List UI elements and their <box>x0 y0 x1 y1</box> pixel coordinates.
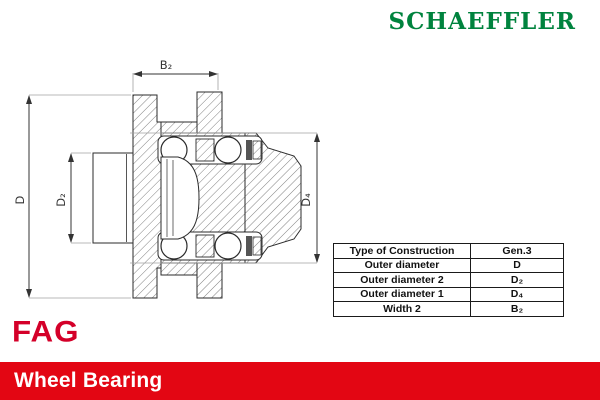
spec-label-cell: Type of Construction <box>334 244 471 259</box>
bearing-cage-bottom <box>196 235 214 257</box>
spec-row <box>334 287 564 302</box>
dim-label-d4: D₄ <box>299 193 313 207</box>
spec-value-cell: B₂ <box>471 302 564 317</box>
wheel-stud-top <box>197 92 222 133</box>
spec-label-cell: Outer diameter <box>334 258 471 273</box>
wheel-pilot <box>93 153 133 243</box>
spec-value-cell: Gen.3 <box>471 244 564 259</box>
dim-label-b2: B₂ <box>159 58 173 72</box>
fag-logo: FAG <box>12 316 80 349</box>
hub-flange <box>133 95 161 298</box>
spec-row <box>334 258 564 273</box>
bearing-ball <box>215 137 241 163</box>
spec-label-cell: Outer diameter 2 <box>334 273 471 288</box>
bearing-seal-bottom <box>246 236 261 256</box>
spec-row <box>334 244 564 259</box>
wheel-stud-bottom <box>197 263 222 298</box>
footer-bar <box>0 362 600 400</box>
spec-label-cell: Outer diameter 1 <box>334 287 471 302</box>
spec-value-cell: D <box>471 258 564 273</box>
spec-row <box>334 273 564 288</box>
bearing-seal-top <box>246 140 261 160</box>
hub-bottom-edge <box>161 263 197 275</box>
spec-table <box>333 243 564 317</box>
dim-label-d2: D₂ <box>54 193 68 207</box>
page-title: Wheel Bearing <box>14 369 163 392</box>
spec-label-cell: Width 2 <box>334 302 471 317</box>
spec-value-cell: D₂ <box>471 273 564 288</box>
dim-label-d: D <box>13 195 27 205</box>
schaeffler-logo: SCHAEFFLER <box>388 8 576 35</box>
hub-top-edge <box>161 122 197 133</box>
bearing-ball <box>215 233 241 259</box>
hub-bore <box>161 157 199 239</box>
spec-value-cell: D₄ <box>471 287 564 302</box>
bearing-cage-top <box>196 139 214 161</box>
spec-row <box>334 302 564 317</box>
